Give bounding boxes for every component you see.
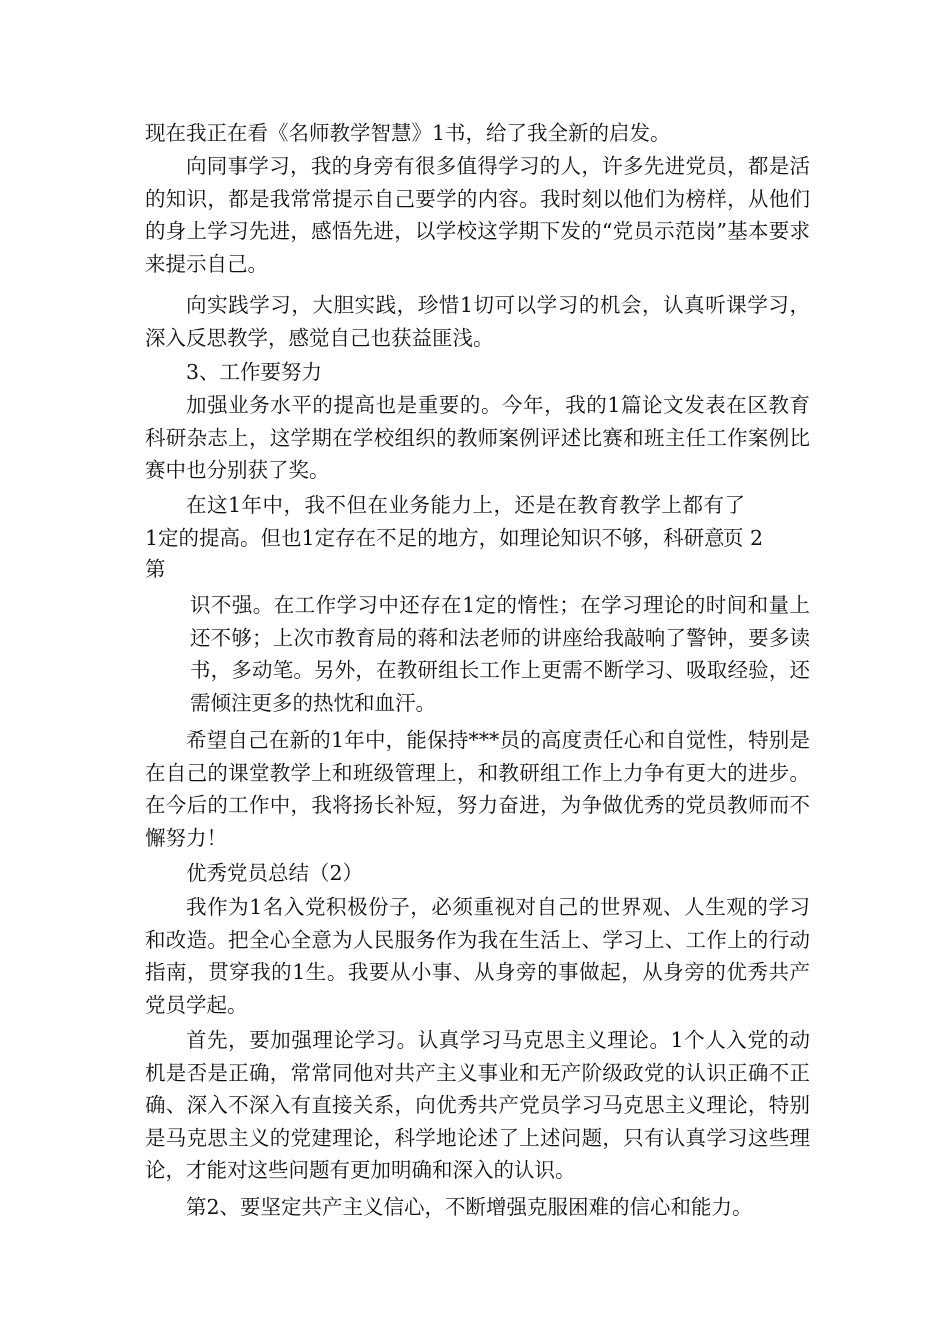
page-number: 页 2: [723, 526, 764, 550]
paragraph-2: 向同事学习，我的身旁有很多值得学习的人，许多先进党员，都是活的知识，都是我常常提示自己要学的内容。我时刻以他们为榜样，从他们的身上学习先进，感悟先进，以学校这学期下发的“党员示范岗”基本要求来提示自己。: [145, 154, 810, 276]
page-number-prefix: 第: [145, 557, 166, 581]
section-heading-2: 优秀党员总结（2）: [186, 861, 364, 885]
paragraph-3: 向实践学习，大胆实践，珍惜1切可以学习的机会，认真听课学习，深入反思教学，感觉自己也获益匪浅。: [145, 293, 810, 350]
paragraph-5: 在这1年中，我不但在业务能力上，还是在教育教学上都有了1定的提高。但也1定存在不足的地方，如理论知识不够，科研意: [145, 493, 745, 550]
paragraph-1: 现在我正在看《名师教学智慧》1书，给了我全新的启发。: [145, 121, 671, 145]
paragraph-7: 希望自己在新的1年中，能保持***员的高度责任心和自觉性，特别是在自己的课堂教学上和班级管理上，和教研组工作上力争有更大的进步。在今后的工作中，我将扬长补短，努力奋进，为争做优秀的党员教师而不懈努力！: [145, 728, 810, 850]
paragraph-8: 我作为1名入党积极份子，必须重视对自己的世界观、人生观的学习和改造。把全心全意为人民服务作为我在生活上、学习上、工作上的行动指南，贯穿我的1生。我要从小事、从身旁的事做起，从身旁的优秀共产党员学起。: [145, 895, 810, 1017]
section-heading-3: 3、工作要努力: [186, 360, 323, 384]
paragraph-4: 加强业务水平的提高也是重要的。今年，我的1篇论文发表在区教育科研杂志上，这学期在学校组织的教师案例评述比赛和班主任工作案例比赛中也分别获了奖。: [145, 393, 810, 482]
paragraph-9: 首先，要加强理论学习。认真学习马克思主义理论。1个人入党的动机是否是正确，常常同他对共产主义事业和无产阶级政党的认识正确不正确、深入不深入有直接关系，向优秀共产党员学习马克思主义理论，特别是马克思主义的党建理论，科学地论述了上述问题，只有认真学习这些理论，才能对这些问题有更加明确和深入的认识。: [145, 1028, 810, 1182]
paragraph-6: 识不强。在工作学习中还存在1定的惰性；在学习理论的时间和量上还不够；上次市教育局的蒋和法老师的讲座给我敲响了警钟，要多读书，多动笔。另外，在教研组长工作上更需不断学习、吸取经验，还需倾注更多的热忱和血汗。: [190, 593, 810, 715]
paragraph-10: 第2、要坚定共产主义信心，不断增强克服困难的信心和能力。: [186, 1195, 753, 1219]
